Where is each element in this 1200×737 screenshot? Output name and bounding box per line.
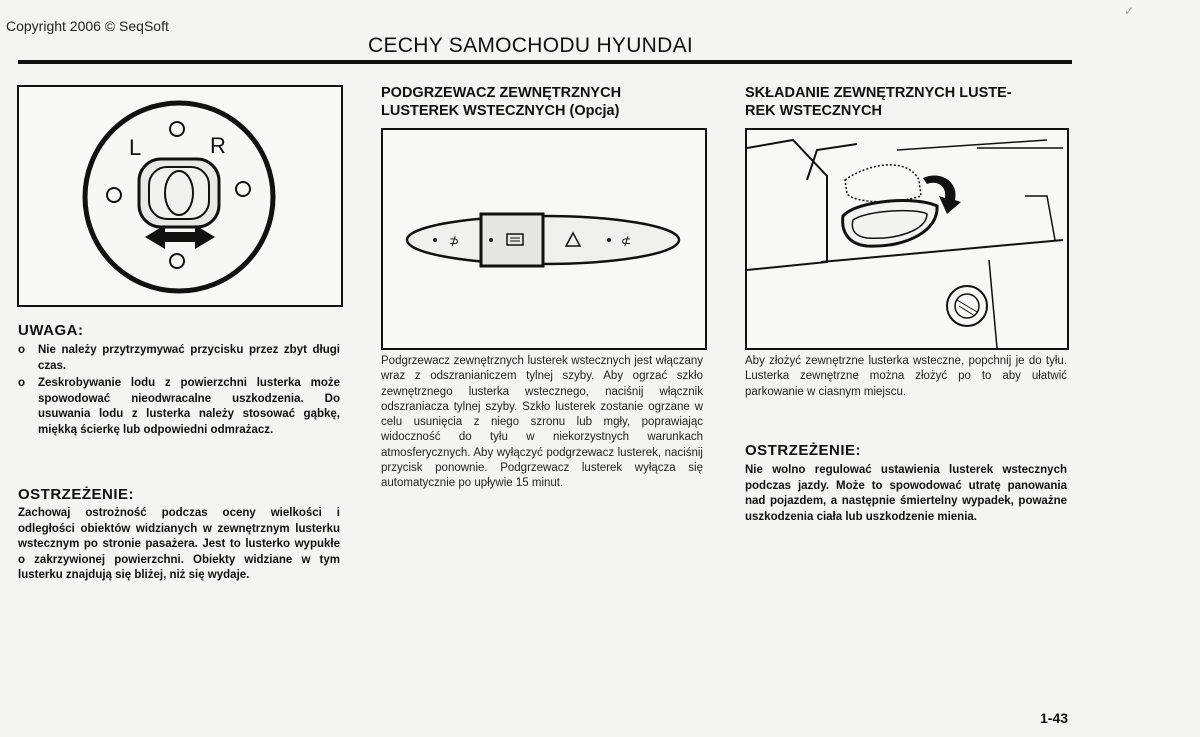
mirror-switch-illustration [19, 87, 341, 305]
switch-panel-illustration [383, 130, 705, 348]
folding-mirror-figure [745, 128, 1069, 350]
mirror-label-left: L [129, 135, 142, 160]
left-warning-section [18, 486, 340, 584]
list-item: o Nie należy przytrzymywać przycisku przez zbyt długi czas. [18, 344, 340, 372]
folding-body-text: Aby złożyć zewnętrzne lusterka wsteczne, popchnij je do tyłu. Lusterka zewnętrzne można złożyć po to aby ułatwić parkowanie w ciasnym miejscu. [745, 355, 1067, 398]
folding-heading: SKŁADANIE ZEWNĘTRZNYCH LUSTE- REK WSTECZNYCH [745, 85, 1012, 119]
warning-title: OSTRZEŻENIE: [745, 442, 862, 459]
svg-text:⊄: ⊄ [621, 234, 632, 248]
list-item: o Zeskrobywanie lodu z powierzchni lusterka może spowodować nieodwracalne uszkodzenia. Do usuwania lodu z lusterka należy stosować gąbkę, miękką ścierkę lub odpowiedni odmrażacz. [18, 377, 340, 436]
folding-mirror-illustration [747, 130, 1067, 348]
corner-mark: ✓ [1124, 4, 1135, 18]
heater-button-figure [381, 128, 707, 350]
mirror-control-figure [17, 85, 343, 307]
right-warning-section [745, 442, 1067, 525]
copyright-text: Copyright 2006 © SeqSoft [6, 18, 169, 34]
header-rule [18, 60, 1072, 64]
warning-text: Zachowaj ostrożność podczas oceny wielkości i odległości obiektów widzianych w zewnętrznym lusterku wstecznym po stronie pasażera. Jest to lusterko wypukłe o zakrzywionej powierzchni. Obiekty widziane w tym lusterku znajdują się bliżej, niż się wydaje. [18, 507, 340, 581]
page-number: 1-43 [1040, 710, 1069, 726]
heater-heading: PODGRZEWACZ ZEWNĘTRZNYCH LUSTEREK WSTECZNYCH (Opcja) [381, 85, 622, 119]
heater-body-text: Podgrzewacz zewnętrznych lusterek wstecznych jest włączany wraz z odszranianiczem tylnej szyby. Aby ogrzać szkło zewnętrznego lusterka wstecznego, naciśnij włącznik odszraniacza tylnej szyby. Szkło lusterek zostanie ogrzane w celu usunięcia z niego szronu lub mgły, poprawiając widoczność do tyłu w niekorzystnych warunkach atmosferycznych. Aby wyłączyć podgrzewacz lusterek, naciśnij przycisk ponownie. Podgrzewacz lusterek wyłącza się automatycznie po upływie 15 minut. [381, 355, 703, 490]
warning-text: Nie wolno regulować ustawienia lusterek wstecznych podczas jazdy. Może to spowodować utratę panowania nad pojazdem, a następnie śmiertelny wypadek, poważne uszkodzenia ciała lub uszkodzenie mienia. [745, 464, 1067, 523]
uwaga-list [18, 343, 340, 438]
uwaga-section [18, 322, 340, 440]
uwaga-title: UWAGA: [18, 322, 84, 339]
warning-title: OSTRZEŻENIE: [18, 486, 135, 503]
mirror-label-right: R [210, 133, 226, 158]
page-title: CECHY SAMOCHODU HYUNDAI [368, 34, 694, 57]
svg-text:⊅: ⊅ [449, 234, 460, 248]
